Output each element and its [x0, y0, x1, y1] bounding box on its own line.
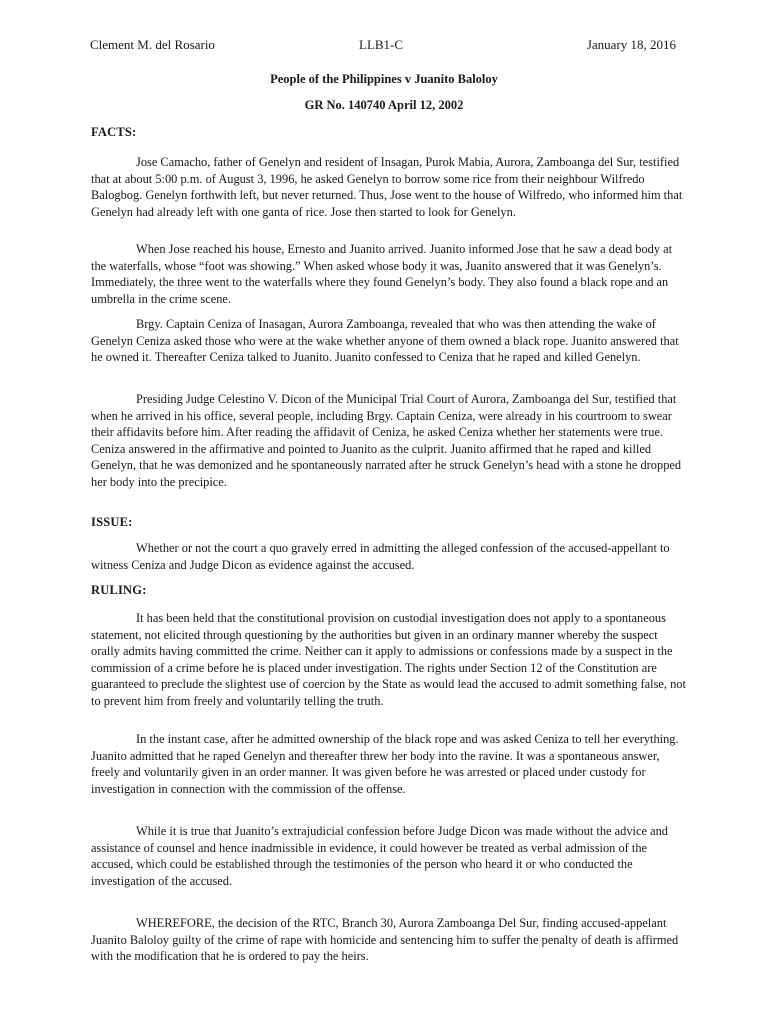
- facts-heading: FACTS:: [91, 125, 137, 139]
- facts-paragraph: Jose Camacho, father of Genelyn and resident of Insagan, Purok Mabia, Aurora, Zamboanga del Sur, testified that at about 5:00 p.m. of August 3, 1996, he asked Genelyn to borrow some rice from their neighbour Wilfredo Balogbog. Genelyn forthwith left, but never returned. Thus, Jose went to the house of Wilfredo, who informed him that Genelyn had already left with one ganta of rice. Jose then started to look for Genelyn.: [91, 155, 683, 219]
- ruling-paragraph: WHEREFORE, the decision of the RTC, Branch 30, Aurora Zamboanga Del Sur, finding accused-appelant Juanito Baloloy guilty of the crime of rape with homicide and sentencing him to suffer the penalty of death is affirmed with the modification that he is ordered to pay the heirs.: [91, 916, 679, 963]
- document-date: January 18, 2016: [586, 37, 676, 52]
- ruling-paragraph: It has been held that the constitutional provision on custodial investigation does not apply to a spontaneous statement, not elicited through questioning by the authorities but given in an ordinary manner whereby the suspect orally admits having committed the crime. Neither can it apply to admissions or confessions made by a suspect in the commission of a crime before he is placed under investigation. The rights under Section 12 of the Constitution are guaranteed to preclude the slightest use of coercion by the State as would lead the accused to admit something false, not to prevent him from freely and voluntarily telling the truth.: [91, 611, 686, 708]
- facts-paragraph: Presiding Judge Celestino V. Dicon of the Municipal Trial Court of Aurora, Zamboanga del Sur, testified that when he arrived in his office, several people, including Brgy. Captain Ceniza, were already in his courtroom to swear their affidavits before him. After reading the affidavit of Ceniza, he asked Ceniza whether her statements were true. Ceniza answered in the affirmative and pointed to Juanito as the culprit. Juanito affirmed that he raped and killed Genelyn, that he was demonized and he spontaneously narrated after he struck Genelyn’s head with a stone he dropped her body into the precipice.: [91, 392, 682, 489]
- case-title: People of the Philippines v Juanito Baloloy: [270, 72, 498, 86]
- ruling-paragraph: While it is true that Juanito’s extrajudicial confession before Judge Dicon was made without the advice and assistance of counsel and hence inadmissible in evidence, it could however be treated as verbal admission of the accused, which could be established through the testimonies of the person who heard it or who conducted the investigation of the accused.: [91, 824, 668, 888]
- facts-paragraph: When Jose reached his house, Ernesto and Juanito arrived. Juanito informed Jose that he saw a dead body at the waterfalls, whose “foot was showing.” When asked whose body it was, Juanito answered that it was Genelyn’s. Immediately, the three went to the waterfalls where they found Genelyn’s body. They also found a black rope and an umbrella in the crime scene.: [91, 242, 673, 306]
- case-number: GR No. 140740 April 12, 2002: [304, 98, 464, 112]
- page-header: [90, 37, 676, 53]
- ruling-heading: RULING:: [91, 583, 147, 597]
- issue-paragraph: Whether or not the court a quo gravely erred in admitting the alleged confession of the accused-appellant to witness Ceniza and Judge Dicon as evidence against the accused.: [91, 541, 670, 572]
- author-name: Clement M. del Rosario: [90, 37, 215, 52]
- ruling-paragraph: In the instant case, after he admitted ownership of the black rope and was asked Ceniza to tell her everything. Juanito admitted that he raped Genelyn and thereafter threw her body into the ravine. It was a spontaneous answer, freely and voluntarily given in an order manner. It was given before he was arrested or placed under custody for investigation in connection with the commission of the offense.: [91, 732, 679, 796]
- issue-heading: ISSUE:: [91, 515, 133, 529]
- facts-paragraph: Brgy. Captain Ceniza of Inasagan, Aurora Zamboanga, revealed that who was then attending the wake of Genelyn Ceniza asked those who were at the wake whether anyone of them owned a black rope. Juanito answered that he owned it. Thereafter Ceniza talked to Juanito. Juanito confessed to Ceniza that he raped and killed Genelyn.: [91, 317, 679, 364]
- course-code: LLB1-C: [359, 37, 404, 52]
